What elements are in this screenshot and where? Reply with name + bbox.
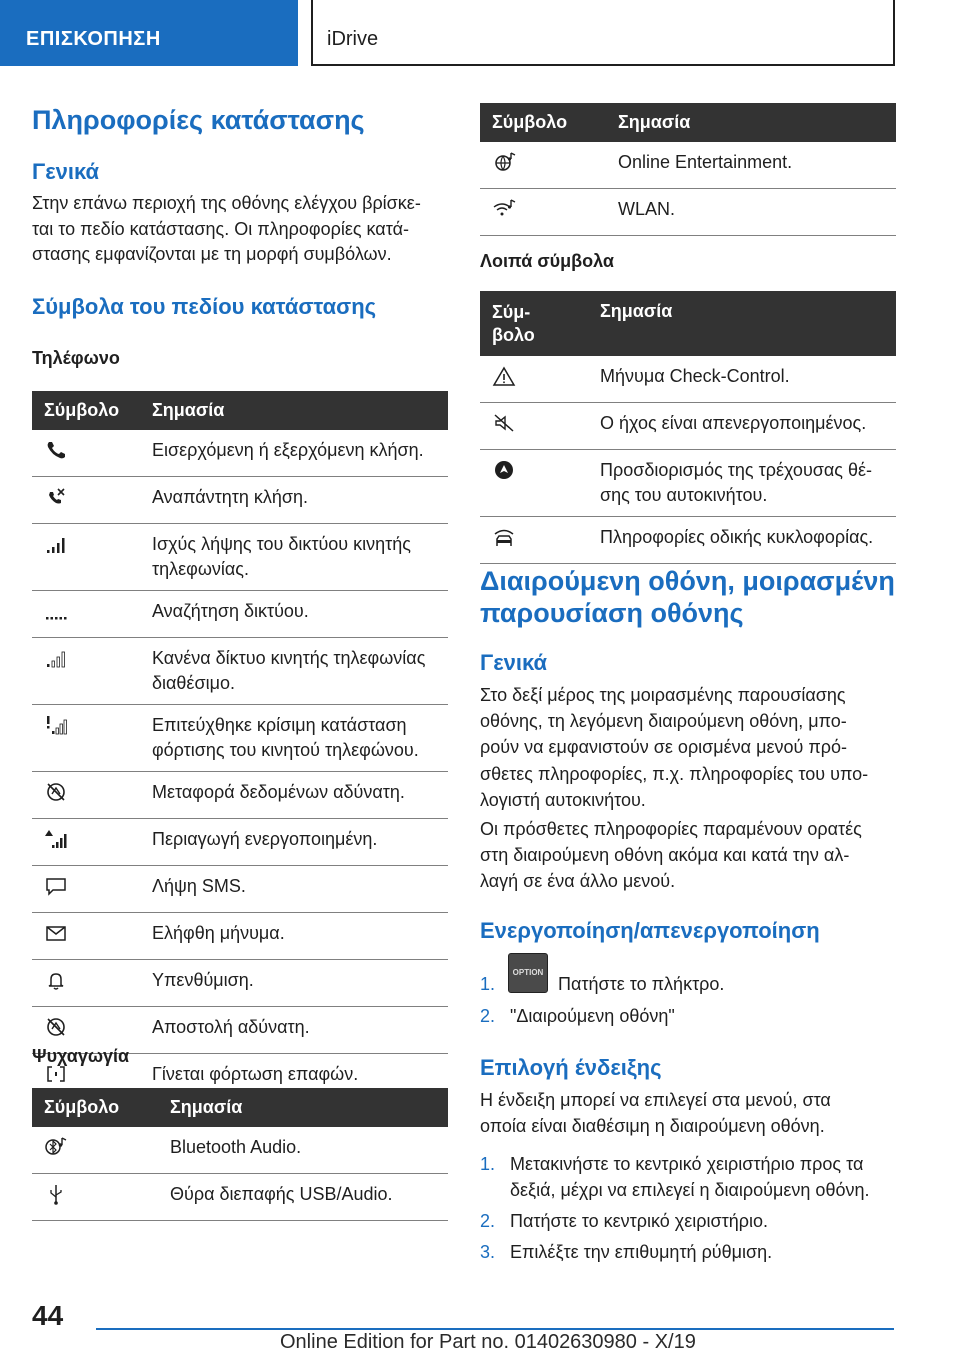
meaning-cell (588, 356, 896, 403)
chapter-title: iDrive (327, 28, 379, 50)
meaning-cell (140, 960, 448, 1007)
table-row (32, 638, 448, 705)
symbol-cell (32, 866, 140, 913)
meaning-text: Αναπάντητη κλήση. (152, 487, 309, 507)
meaning-cell (606, 189, 896, 236)
meaning-text: Εισερχόμενη ή εξερχόμενη κλήση. (152, 440, 424, 460)
meaning-text: φόρτισης του κινητού τηλεφώνου. (152, 740, 419, 760)
table-row (32, 772, 448, 819)
symbol-cell (32, 705, 140, 772)
section-title: ΕΠΙΣΚΟΠΗΣΗ (26, 28, 161, 50)
meaning-cell (140, 866, 448, 913)
send-unavailable-icon (44, 1016, 68, 1038)
email-icon (44, 922, 68, 944)
meaning-cell (158, 1174, 448, 1221)
other-symbols-heading: Λοιπά σύμβολα (480, 251, 614, 271)
meaning-cell (158, 1127, 448, 1174)
sms-icon (44, 875, 68, 897)
split-para-1-line-3: ρούν να εμφανιστούν σε ορισμένα μενού πρό- (480, 737, 848, 758)
page-header (0, 0, 960, 66)
symbol-cell (480, 189, 606, 236)
meaning-cell (140, 1007, 448, 1054)
page-number: 44 (32, 1300, 64, 1331)
split-para-2-line-1: Οι πρόσθετες πληροφορίες παραμένουν ορατές (480, 819, 862, 839)
phone-table (32, 391, 448, 1101)
meaning-text: WLAN. (618, 199, 676, 219)
toggle-step-1-number: 1. (480, 974, 496, 994)
toggle-step-2-number: 2. (480, 1006, 496, 1026)
meaning-text: Ο ήχος είναι απενεργοποιημένος. (600, 413, 867, 433)
meaning-cell (140, 524, 448, 591)
symbol-cell (32, 913, 140, 960)
entertainment-table (32, 1088, 448, 1221)
footer-rule (96, 1328, 894, 1330)
col-symbol: Σύμβολο (32, 391, 140, 430)
meaning-text: Μεταφορά δεδομένων αδύνατη. (152, 782, 405, 802)
symbol-cell (32, 524, 140, 591)
bluetooth-audio-icon (44, 1136, 68, 1158)
display-step-1-line-2: δεξιά, μέχρι να επιλεγεί η διαιρούμενη οθόνη. (510, 1180, 870, 1200)
symbol-cell (480, 450, 588, 517)
page-title: Πληροφορίες κατάστασης (32, 105, 365, 135)
meaning-text: Επιτεύχθηκε κρίσιμη κατάσταση (152, 715, 407, 735)
split-title-line-1: Διαιρούμενη οθόνη, μοιρασμένη (480, 566, 895, 596)
missed-call-icon (44, 486, 68, 508)
meaning-text: Μήνυμα Check-Control. (600, 366, 790, 386)
intro-line-2: ται το πεδίο κατάστασης. Οι πληροφορίες κατά- (32, 219, 409, 239)
meaning-cell (588, 517, 896, 564)
meaning-cell (140, 477, 448, 524)
meaning-text: Περιαγωγή ενεργοποιημένη. (152, 829, 378, 849)
phone-call-icon (44, 439, 68, 461)
table-row (32, 960, 448, 1007)
symbol-cell (32, 819, 140, 866)
split-para-2-line-3: λαγή σε ένα άλλο μενού. (480, 871, 676, 892)
display-step-1-number: 1. (480, 1154, 496, 1174)
online-entertainment-icon (492, 151, 516, 173)
split-para-1-line-2: οθόνης, τη λεγόμενη διαιρούμενη οθόνη, μπο- (480, 711, 847, 732)
meaning-text: διαθέσιμο. (152, 673, 235, 693)
general-heading: Γενικά (32, 159, 100, 184)
meaning-text: Αποστολή αδύνατη. (152, 1017, 310, 1037)
symbol-cell (32, 638, 140, 705)
meaning-text: Ελήφθη μήνυμα. (152, 923, 285, 943)
split-general-heading: Γενικά (480, 650, 548, 675)
symbol-cell (32, 1127, 158, 1174)
data-transfer-unavailable-icon (44, 781, 68, 803)
symbols-heading: Σύμβολα του πεδίου κατάστασης (32, 294, 377, 319)
table-row (32, 477, 448, 524)
symbol-cell (480, 403, 588, 450)
split-para-1-line-5: λογιστή αυτοκινήτου. (480, 789, 646, 810)
signal-strength-icon (44, 533, 68, 555)
table-row (32, 591, 448, 638)
table-row (32, 819, 448, 866)
table-row (32, 430, 448, 477)
table-row (32, 1174, 448, 1221)
meaning-cell (140, 705, 448, 772)
display-line-1: Η ένδειξη μπορεί να επιλεγεί στα μενού, στα (480, 1090, 831, 1110)
table-row (480, 403, 896, 450)
table-row (32, 913, 448, 960)
display-line-2: οποία είναι διαθέσιμη η διαιρούμενη οθόνη. (480, 1116, 825, 1136)
col-symbol-line-1: Σύμ- (492, 301, 531, 322)
symbol-cell (32, 477, 140, 524)
meaning-text: Αναζήτηση δικτύου. (152, 601, 309, 621)
symbol-cell (480, 356, 588, 403)
display-step-3-number: 3. (480, 1242, 496, 1262)
col-meaning: Σημασία (606, 103, 896, 142)
network-search-icon (44, 600, 68, 622)
display-step-3-text: Επιλέξτε την επιθυμητή ρύθμιση. (510, 1242, 773, 1262)
critical-charge-icon (44, 714, 68, 736)
meaning-text: Online Entertainment. (618, 152, 793, 172)
option-key-label: OPTION (512, 968, 544, 977)
col-symbol-line-2: βολο (492, 324, 535, 345)
section-tab (0, 0, 298, 66)
chapter-tab (311, 0, 895, 66)
col-symbol: Σύμβολο (480, 103, 606, 142)
toggle-heading: Ενεργοποίηση/απενεργοποίηση (480, 918, 820, 943)
meaning-text: σης του αυτοκινήτου. (600, 485, 768, 505)
usb-icon (44, 1183, 68, 1205)
other-table (480, 291, 896, 564)
symbol-cell (480, 517, 588, 564)
table-row (32, 705, 448, 772)
edition-note: Online Edition for Part no. 01402630980 - X/19 (280, 1331, 696, 1353)
display-step-2-number: 2. (480, 1211, 496, 1231)
option-button[interactable] (508, 953, 548, 993)
meaning-cell (140, 430, 448, 477)
symbol-cell (32, 772, 140, 819)
col-symbol: Σύμβολο (32, 1088, 158, 1127)
meaning-text: Πληροφορίες οδικής κυκλοφορίας. (600, 527, 874, 547)
traffic-info-icon (492, 526, 516, 548)
table-row (32, 866, 448, 913)
display-step-1-line-1: Μετακινήστε το κεντρικό χειριστήριο προς τα (510, 1154, 864, 1174)
location-icon (492, 459, 516, 481)
display-step-2-text: Πατήστε το κεντρικό χειριστήριο. (510, 1211, 768, 1231)
meaning-cell (140, 913, 448, 960)
table-row (480, 142, 896, 189)
meaning-cell (588, 403, 896, 450)
toggle-step-2-text: "Διαιρούμενη οθόνη" (510, 1006, 675, 1026)
meaning-text: Κανένα δίκτυο κινητής τηλεφωνίας (152, 648, 426, 668)
meaning-text: Προσδιορισμός της τρέχουσας θέ- (600, 460, 873, 480)
meaning-text: Λήψη SMS. (152, 876, 246, 896)
no-network-icon (44, 647, 68, 669)
reminder-bell-icon (44, 969, 68, 991)
table-row (480, 450, 896, 517)
symbol-cell (32, 591, 140, 638)
warning-triangle-icon (492, 365, 516, 387)
meaning-cell (140, 819, 448, 866)
intro-line-3: στασης εμφανίζονται με τη μορφή συμβόλων. (32, 244, 392, 264)
table-row (32, 1127, 448, 1174)
roaming-icon (44, 828, 68, 850)
symbol-cell (32, 960, 140, 1007)
meaning-cell (606, 142, 896, 189)
table-row (32, 524, 448, 591)
meaning-text: Ισχύς λήψης του δικτύου κινητής (152, 534, 411, 554)
split-para-2-line-2: στη διαιρούμενη οθόνη ακόμα και κατά την αλ- (480, 845, 850, 866)
meaning-text: τηλεφωνίας. (152, 559, 249, 579)
intro-line-1: Στην επάνω περιοχή της οθόνης ελέγχου βρίσκε- (32, 193, 421, 213)
meaning-text: Bluetooth Audio. (170, 1137, 302, 1157)
meaning-text: Θύρα διεπαφής USB/Audio. (170, 1184, 393, 1204)
table-row (480, 356, 896, 403)
split-title-line-2: παρουσίαση οθόνης (480, 598, 744, 628)
meaning-cell (140, 638, 448, 705)
phone-heading: Τηλέφωνο (32, 348, 120, 368)
meaning-cell (588, 450, 896, 517)
table-row (480, 189, 896, 236)
symbol-cell (32, 1174, 158, 1221)
online-table (480, 103, 896, 236)
wlan-icon (492, 198, 516, 220)
split-para-1-line-4: σθετες πληροφορίες, π.χ. πληροφορίες του υπο- (480, 763, 869, 784)
split-para-1-line-1: Στο δεξί μέρος της μοιρασμένης παρουσίασης (480, 685, 846, 705)
meaning-cell (140, 772, 448, 819)
col-meaning: Σημασία (158, 1088, 448, 1127)
symbol-cell (32, 430, 140, 477)
toggle-step-1-text: Πατήστε το πλήκτρο. (558, 974, 725, 994)
table-row (480, 517, 896, 564)
display-heading: Επιλογή ένδειξης (480, 1055, 662, 1080)
symbol-cell (480, 142, 606, 189)
entertainment-heading: Ψυχαγωγία (32, 1046, 130, 1066)
col-meaning: Σημασία (588, 291, 896, 356)
mute-icon (492, 412, 516, 434)
meaning-cell (140, 591, 448, 638)
meaning-text: Υπενθύμιση. (152, 970, 254, 990)
col-meaning: Σημασία (140, 391, 448, 430)
col-symbol (480, 291, 588, 356)
meaning-text: Γίνεται φόρτωση επαφών. (152, 1064, 359, 1084)
